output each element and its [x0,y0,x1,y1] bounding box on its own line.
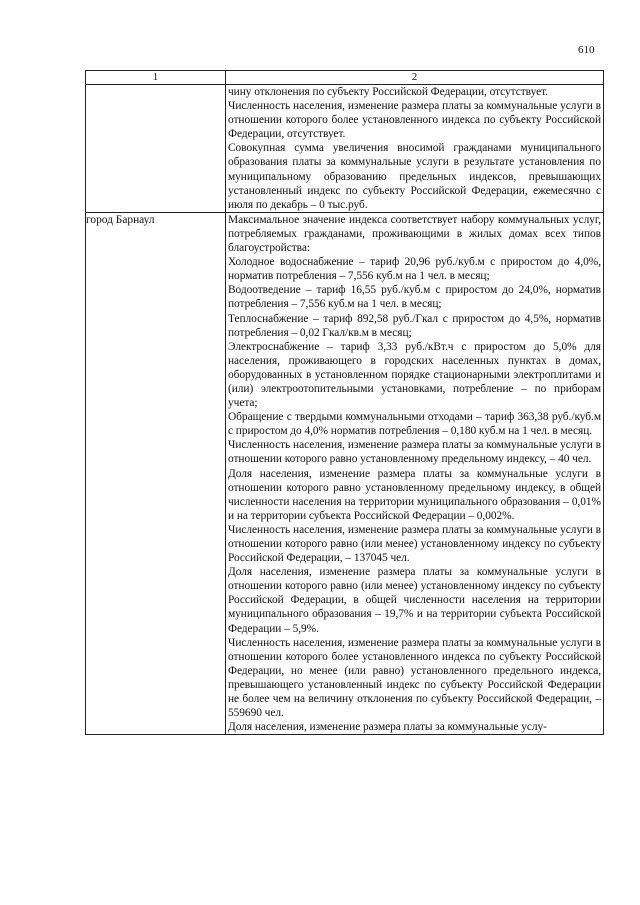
column-header-2: 2 [226,71,604,85]
paragraph: Теплоснабжение – тариф 892,58 руб./Гкал с приростом до 4,5%, норматив потребления – 0,02 Гкал/кв.м в месяц; [228,312,601,339]
paragraph: Численность населения, изменение размера платы за коммунальные услуги в отношении которого более установленного индекса по субъекту Российской Федерации, но менее (или равно) установленного предельного индекса, превышающего установленный индекс по субъекту Российской Федерации не более чем на величину отклонения по субъекту Российской Федерации, – 559690 чел. [228,636,601,720]
paragraph: Численность населения, изменение размера платы за коммунальные услуги в отношении которого равно установленному предельному индексу, – 40 чел. [228,439,601,466]
row2-col2 [226,212,604,734]
table-header-row [86,71,604,85]
paragraph: Водоотведение – тариф 16,55 руб./куб.м с приростом до 24,0%, норматив потребления – 7,556 куб.м на 1 чел. в месяц; [228,284,601,311]
paragraph: Численность населения, изменение размера платы за коммунальные услуги в отношении которого равно (или менее) установленному индексу по субъекту Российской Федерации, – 137045 чел. [228,523,601,565]
row1-col1 [86,85,226,213]
paragraph: Максимальное значение индекса соответствует набору коммунальных услуг, потребляемых гражданами, проживающими в жилых домах всех типов благоустройства: [228,213,601,255]
paragraph: Доля населения, изменение размера платы за коммунальные услу- [228,721,547,734]
paragraph: чину отклонения по субъекту Российской Федерации, отсутствует. [228,86,548,98]
column-header-1: 1 [86,71,226,85]
document-table [85,70,604,735]
page-number: 610 [578,44,595,56]
paragraph: Холодное водоснабжение – тариф 20,96 руб./куб.м с приростом до 4,0%, норматив потребления – 7,556 куб.м на 1 чел. в месяц; [228,256,601,283]
paragraph: Доля населения, изменение размера платы за коммунальные услуги в отношении которого равно установленному предельному индексу, в общей численности населения на территории муниципального образования – 0,01% и на территории субъекта Российской Федерации – 0,002%. [228,467,601,522]
paragraph: Совокупная сумма увеличения вносимой гражданами муниципального образования платы за коммунальные услуги в результате установления по муниципальному образованию предельных индексов, превышающих установленный индекс по субъекту Российской Федерации, ежемесячно с июля по декабрь – 0 тыс.руб. [228,142,601,211]
paragraph: Обращение с твердыми коммунальными отходами – тариф 363,38 руб./куб.м с приростом до 4,0% норматив потребления – 0,180 куб.м на 1 чел. в месяц. [228,411,601,438]
row1-col2 [226,85,604,213]
table-row [86,85,604,213]
paragraph: Численность населения, изменение размера платы за коммунальные услуги в отношении которого более установленного индекса по субъекту Российской Федерации, отсутствует. [228,100,601,141]
paragraph: Электроснабжение – тариф 3,33 руб./кВт.ч с приростом до 5,0% для населения, проживающего в городских населенных пунктах в домах, оборудованных в установленном порядке стационарными электроплитами и (или) электроотопительными установками, потребление – по приборам учета; [228,340,601,410]
municipality-name: город Барнаул [86,212,226,734]
table-row [86,212,604,734]
paragraph: Доля населения, изменение размера платы за коммунальные услуги в отношении которого равно (или менее) установленному индексу по субъекту Российской Федерации, в общей численности населения на территории муниципального образования – 19,7% и на территории субъекта Российской Федерации – 5,9%. [228,566,601,635]
